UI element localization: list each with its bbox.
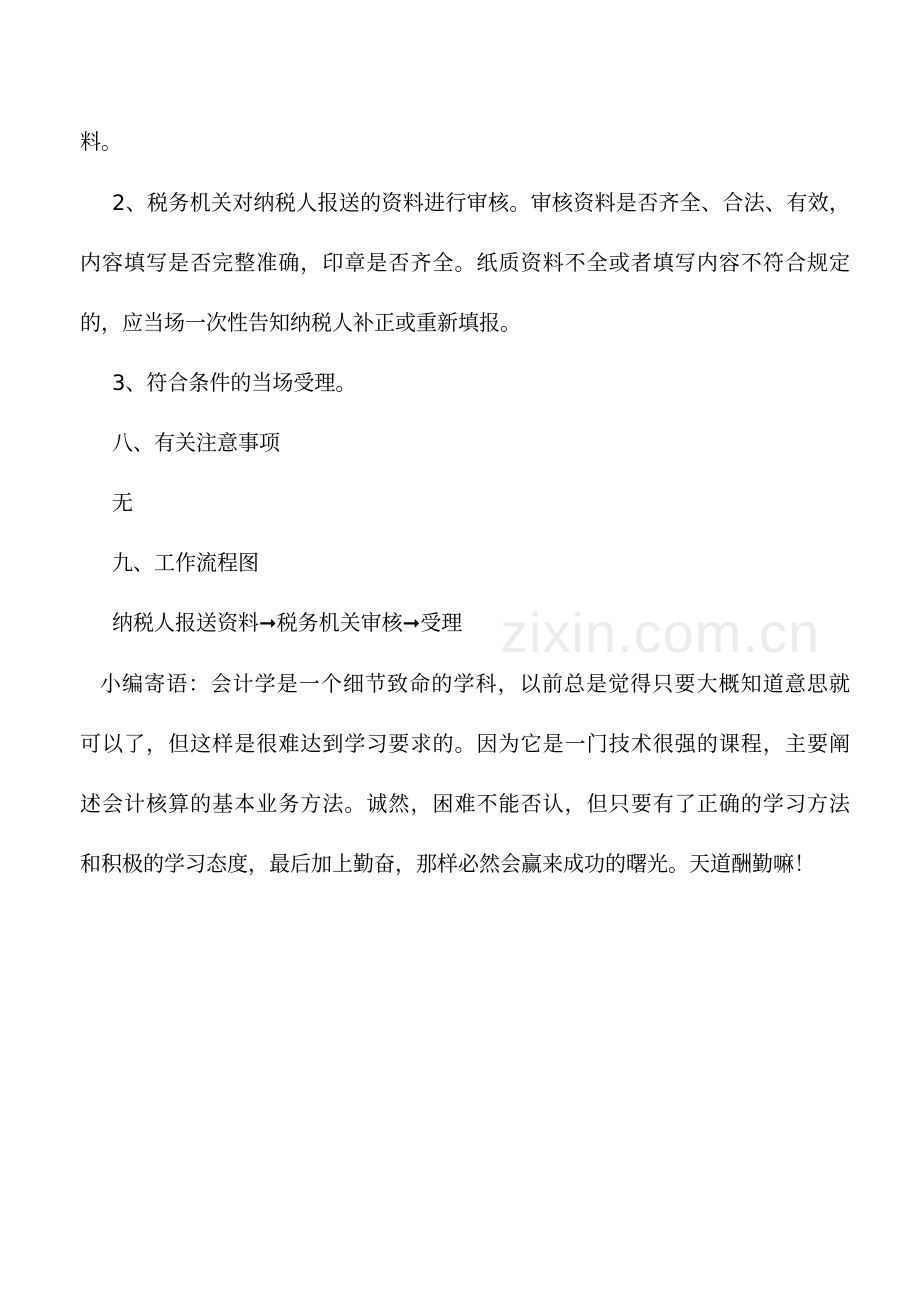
text-line: 内容填写是否完整准确，印章是否齐全。纸质资料不全或者填写内容不符合规定 xyxy=(80,251,850,275)
text-line: 2、税务机关对纳税人报送的资料进行审核。审核资料是否齐全、合法、有效， xyxy=(112,191,850,215)
text-line: 料。 xyxy=(80,130,122,154)
section-heading: 八、有关注意事项 xyxy=(112,431,280,455)
text-line: 可以了，但这样是很难达到学习要求的。因为它是一门技术很强的课程，主要阐 xyxy=(80,732,850,756)
text-line: 无 xyxy=(112,491,133,515)
section-heading: 九、工作流程图 xyxy=(112,551,259,575)
text-line: 的，应当场一次性告知纳税人补正或重新填报。 xyxy=(80,311,521,335)
watermark: zixin.com.cn xyxy=(500,601,821,664)
text-line: 述会计核算的基本业务方法。诚然，困难不能否认，但只要有了正确的学习方法 xyxy=(80,792,850,816)
text-line: 和积极的学习态度，最后加上勤奋，那样必然会赢来成功的曙光。天道酬勤嘛！ xyxy=(80,852,815,876)
workflow-line: 纳税人报送资料➞税务机关审核➞受理 xyxy=(112,611,463,635)
text-line: 3、符合条件的当场受理。 xyxy=(112,371,357,395)
text-line: 小编寄语：会计学是一个细节致命的学科，以前总是觉得只要大概知道意思就 xyxy=(100,672,850,696)
